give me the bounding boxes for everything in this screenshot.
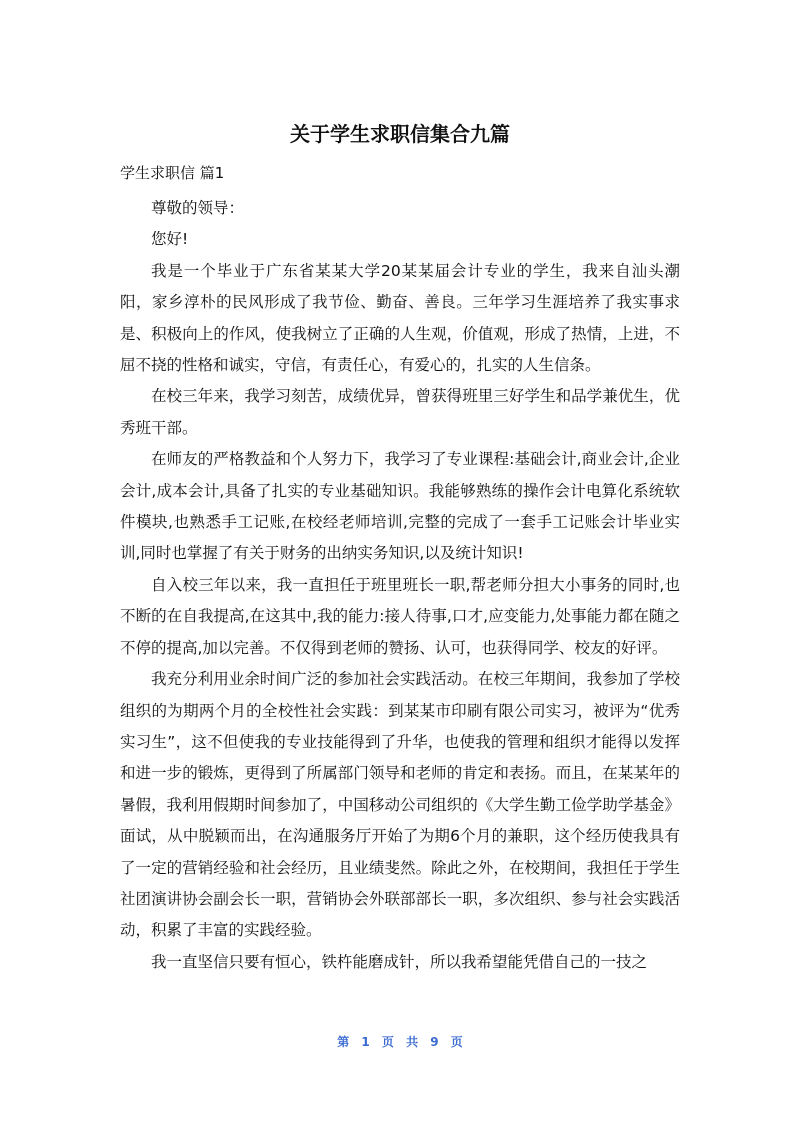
- paragraph-closing-partial: 我一直坚信只要有恒心，铁杵能磨成针，所以我希望能凭借自己的一技之: [151, 952, 648, 971]
- greeting: 您好!: [151, 230, 189, 249]
- section-heading: 学生求职信 篇1: [120, 164, 225, 182]
- paragraph-achievements: 在校三年来，我学习刻苦，成绩优异，曾获得班里三好学生和品学兼优生，优秀班干部。: [120, 387, 680, 437]
- page-footer: 第 1 页 共 9 页: [337, 1035, 463, 1049]
- letter-body: [120, 193, 680, 978]
- paragraph-intro: 我是一个毕业于广东省某某大学20某某届会计专业的学生，我来自汕头潮阳，家乡淳朴的民风形成了我节俭、勤奋、善良。三年学习生涯培养了我实事求是、积极向上的作风，使我树立了正确的人生观，价值观，形成了热情，上进，不屈不挠的性格和诚实，守信，有责任心，有爱心的，扎实的人生信条。: [120, 261, 680, 375]
- salutation: 尊敬的领导：: [151, 199, 245, 217]
- paragraph-class-monitor: 自入校三年以来，我一直担任于班里班长一职,帮老师分担大小事务的同时,也不断的在自我提高,在这其中,我的能力:接人待事,口才,应变能力,处事能力都在随之不停的提高,加以完善。不仅得到老师的赞扬、认可，也获得同学、校友的好评。: [120, 575, 680, 657]
- paragraph-coursework: 在师友的严格教益和个人努力下，我学习了专业课程:基础会计,商业会计,企业会计,成本会计,具备了扎实的专业基础知识。我能够熟练的操作会计电算化系统软件模块,也熟悉手工记账,在校经老师培训,完整的完成了一套手工记账会计毕业实训,同时也掌握了有关于财务的出纳实务知识,以及统计知识!: [120, 450, 680, 563]
- document-title: 关于学生求职信集合九篇: [290, 122, 510, 146]
- paragraph-social-practice: 我充分利用业余时间广泛的参加社会实践活动。在校三年期间，我参加了学校组织的为期两个月的全校性社会实践：到某某市印刷有限公司实习，被评为“优秀实习生”，这不但使我的专业技能得到了升华，也使我的管理和组织才能得以发挥和进一步的锻炼，更得到了所属部门领导和老师的肯定和表扬。而且，在某某年的暑假，我利用假期时间参加了，中国移动公司组织的《大学生勤工俭学助学基金》面试，从中脱颖而出，在沟通服务厅开始了为期6个月的兼职，这个经历使我具有了一定的营销经验和社会经历，且业绩斐然。除此之外，在校期间，我担任于学生社团演讲协会副会长一职，营销协会外联部部长一职，多次组织、参与社会实践活动，积累了丰富的实践经验。: [120, 670, 680, 940]
